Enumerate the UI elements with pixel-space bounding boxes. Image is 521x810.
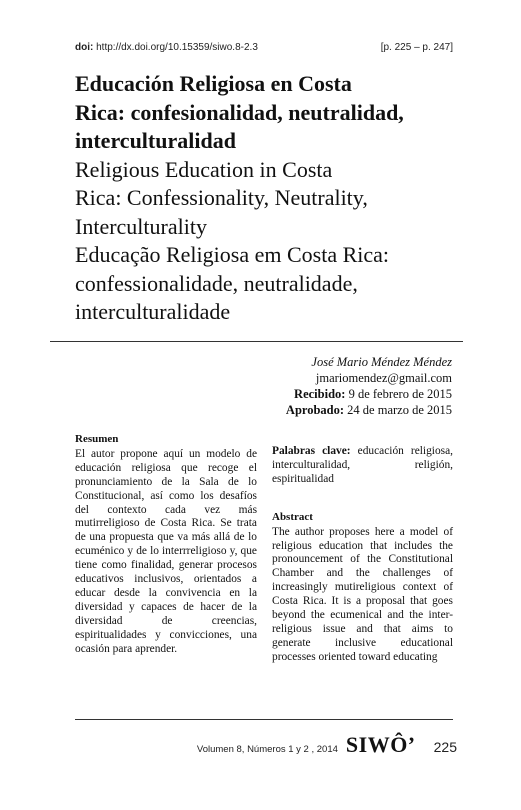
right-column <box>272 445 453 665</box>
page-range: [p. 225 – p. 247] <box>380 42 453 53</box>
doi-label: doi: <box>75 42 94 53</box>
title-spanish-line: Rica: confesionalidad, neutralidad, <box>75 99 404 125</box>
journal-logo: SIWÔ’ <box>345 732 416 757</box>
resumen-column <box>75 433 257 657</box>
author-block <box>286 354 452 418</box>
doi-link[interactable]: http://dx.doi.org/10.15359/siwo.8-2.3 <box>96 42 258 53</box>
approved-label: Aprobado: <box>285 403 345 417</box>
abstract-block <box>272 511 453 665</box>
abstract-text: The author proposes here a model of religious education that includes the pronouncement of the Constitutional Chamber and the challenges of increasingly mutireligious context of Costa Rica. It is a proposal that goes beyond the ecumenical and the inter-religious issue and that aims to generate inclusive educational processes oriented toward educating <box>272 525 453 663</box>
title-spanish <box>75 70 465 156</box>
page-number: 225 <box>433 739 457 755</box>
title-portuguese-line: interculturalidade <box>75 299 231 324</box>
resumen-heading: Resumen <box>75 433 119 445</box>
approved-line <box>286 402 452 418</box>
received-line <box>286 386 452 402</box>
volume-info: Volumen 8, Números 1 y 2 , 2014 <box>196 744 338 755</box>
title-english-line: Religious Education in Costa <box>75 156 333 182</box>
title-english-line: Rica: Confessionality, Neutrality, <box>75 185 368 210</box>
keywords-label: Palabras clave: <box>272 445 351 457</box>
title-portuguese-line: confessionalidade, neutralidade, <box>75 270 358 296</box>
approved-date: 24 de marzo de 2015 <box>347 403 452 417</box>
title-block <box>75 70 465 327</box>
title-spanish-line: Educación Religiosa en Costa <box>75 71 352 96</box>
abstract-heading: Abstract <box>272 510 313 523</box>
title-portuguese <box>75 241 465 327</box>
page-footer <box>75 732 457 758</box>
keywords <box>272 445 453 487</box>
author-email[interactable]: jmariomendez@gmail.com <box>315 371 452 385</box>
title-portuguese-line: Educação Religiosa em Costa Rica: <box>75 242 390 267</box>
received-label: Recibido: <box>294 387 346 401</box>
resumen-text: El autor propone aquí un modelo de educación religiosa que recoge el pronunciamiento de la Sala de lo Constitucional, así como los desafíos del contexto cada vez más mutirreligioso de Costa Rica. Se trata de una propuesta que va más allá de lo ecuménico y de lo interrreligioso y, que tiene como finalidad, generar procesos educativos inclusivos, orientados a educar desde la convivencia en la diversidad y capaces de hacer de la diversidad de creencias, espiritualidades y convicciones, una ocasión para aprender. <box>75 447 257 655</box>
received-date: 9 de febrero de 2015 <box>348 387 452 401</box>
title-english-line: Interculturality <box>75 213 207 239</box>
author-name: José Mario Méndez Méndez <box>311 355 452 369</box>
doi <box>75 42 258 53</box>
doi-header <box>75 42 453 53</box>
divider-top <box>50 341 463 342</box>
keywords-text: educación religiosa, interculturalidad, religión, espiritualidad <box>272 445 453 485</box>
divider-bottom <box>75 719 453 720</box>
title-spanish-line: interculturalidad <box>75 128 236 153</box>
title-english <box>75 156 465 242</box>
